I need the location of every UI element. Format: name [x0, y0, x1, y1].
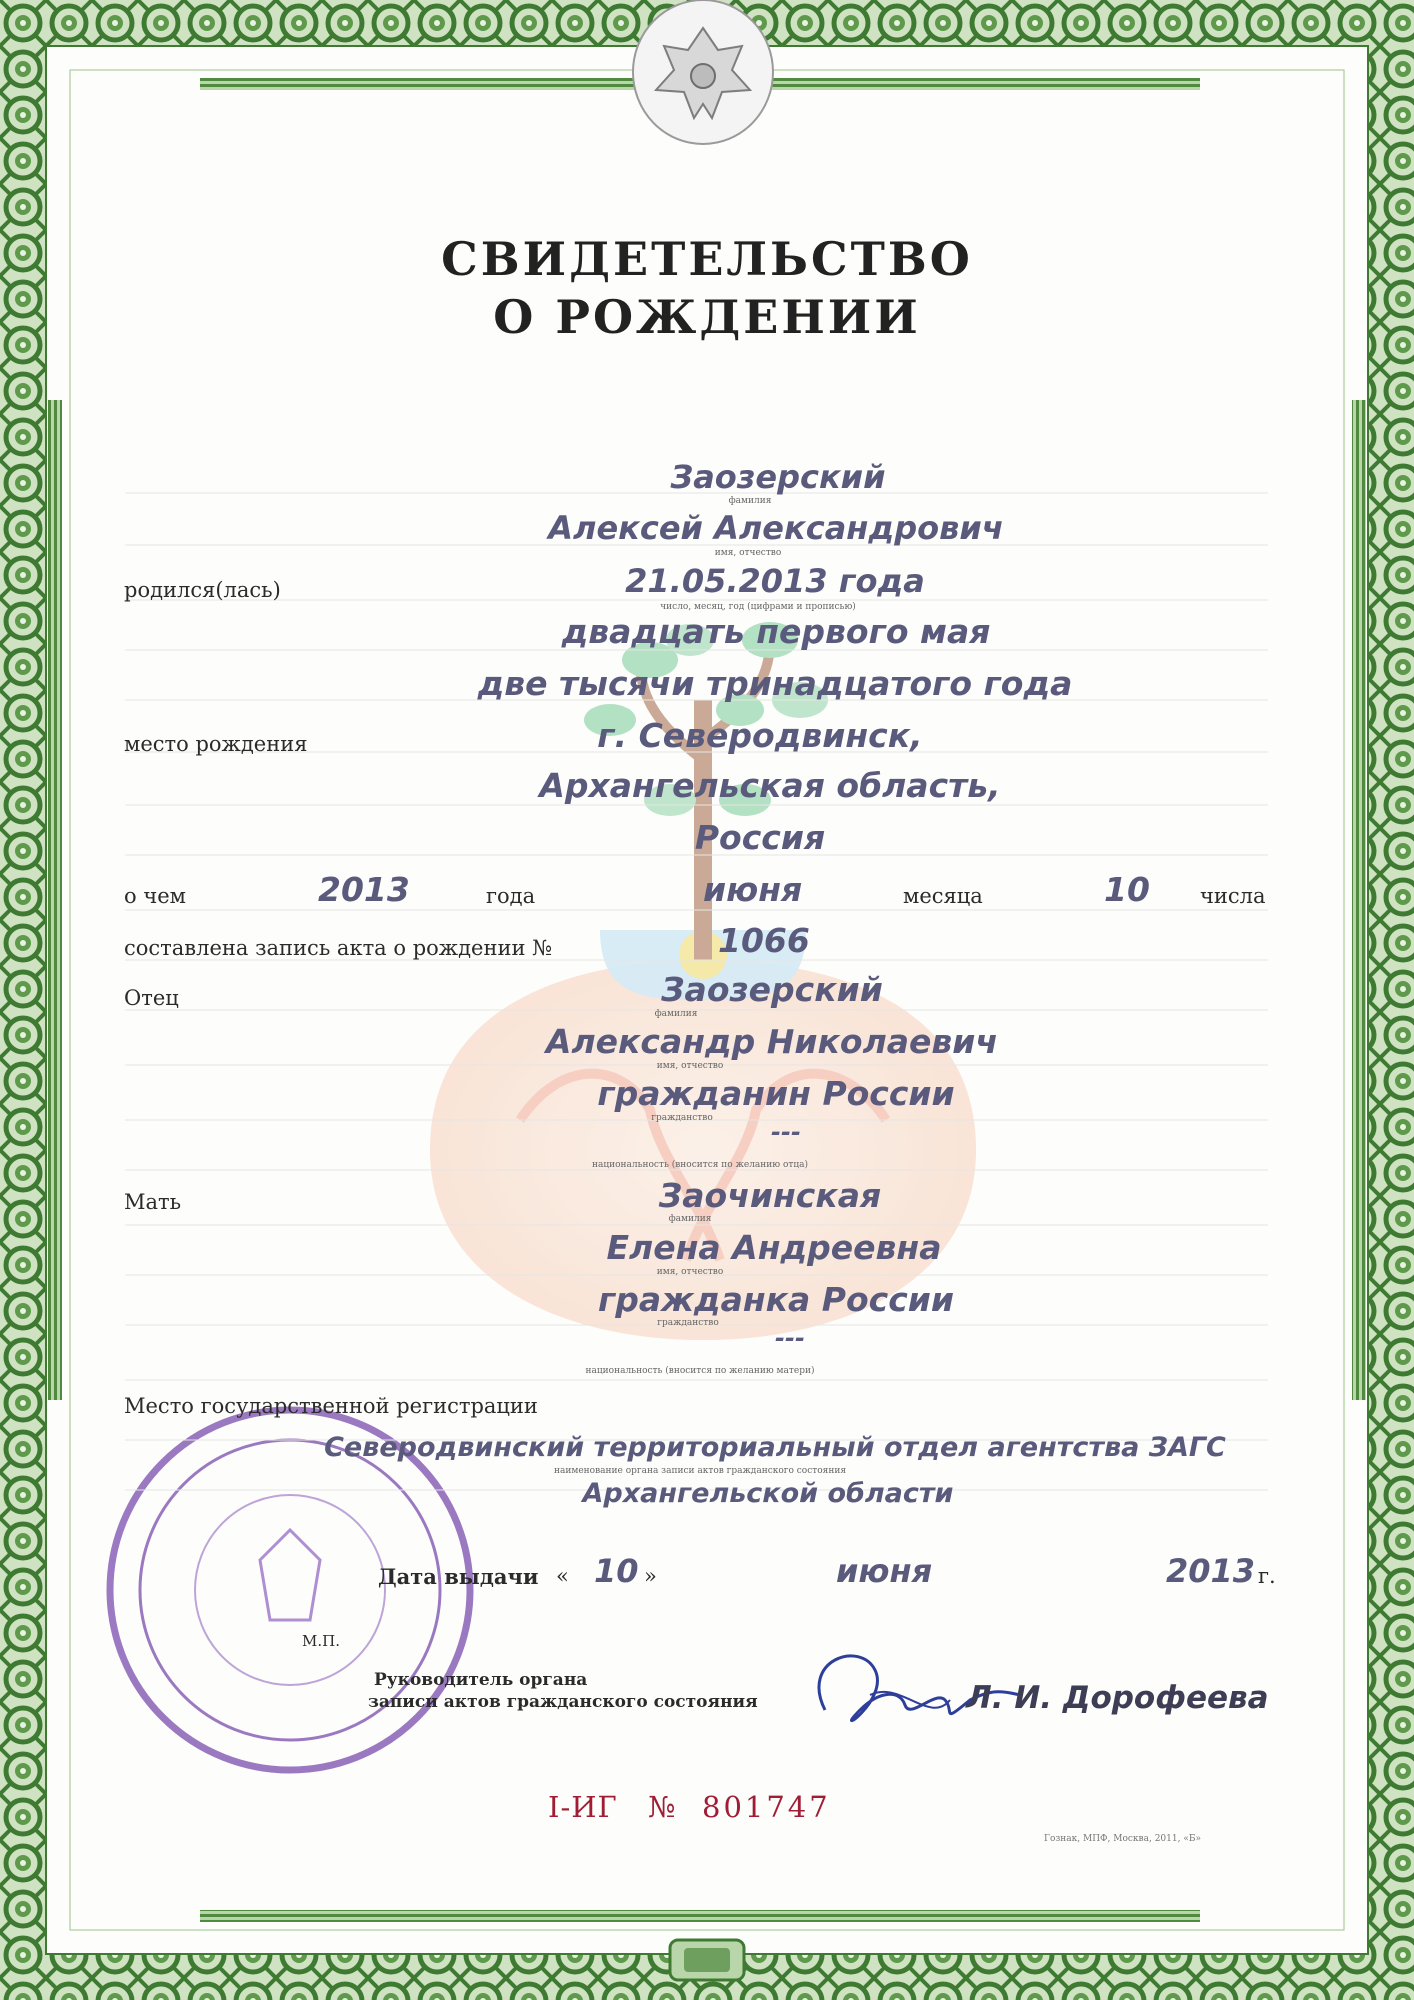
record-year: 2013: [318, 870, 410, 909]
child-name-caption: имя, отчество: [714, 548, 782, 558]
birth-date-caption: число, месяц, год (цифрами и прописью): [660, 602, 856, 612]
bottom-emblem-icon: [670, 1940, 744, 1980]
birthplace-label: место рождения: [124, 732, 308, 756]
birth-date-words-1: двадцать первого мая: [561, 612, 991, 651]
father-citizenship: гражданин России: [597, 1074, 955, 1113]
mother-label: Мать: [124, 1190, 182, 1214]
document-title-line2: О РОЖДЕНИИ: [493, 290, 921, 344]
stamp-mark: М.П.: [302, 1632, 340, 1650]
record-number: 1066: [718, 921, 810, 960]
mother-nationality-caption: национальность (вносится по желанию матери): [585, 1366, 815, 1376]
issue-date-label: Дата выдачи: [378, 1564, 539, 1589]
about-label: о чем: [124, 884, 186, 908]
father-name-caption: имя, отчество: [656, 1061, 724, 1071]
father-nationality: ---: [771, 1118, 801, 1146]
record-label: составлена запись акта о рождении №: [124, 936, 552, 960]
birthplace-city: г. Северодвинск,: [597, 716, 923, 755]
father-nationality-caption: национальность (вносится по желанию отца): [591, 1160, 809, 1170]
birth-date: 21.05.2013 года: [625, 562, 925, 600]
issue-year-suffix: г.: [1258, 1564, 1276, 1588]
issue-year: 2013: [1166, 1552, 1256, 1590]
father-surname-caption: фамилия: [654, 1009, 698, 1019]
issue-month: июня: [836, 1552, 933, 1590]
child-surname-caption: фамилия: [728, 496, 772, 506]
birthplace-country: Россия: [694, 818, 826, 857]
father-citizenship-caption: гражданство: [651, 1113, 713, 1123]
record-month: июня: [703, 870, 803, 909]
registration-label: Место государственной регистрации: [124, 1394, 538, 1418]
mother-name: Елена Андреевна: [606, 1228, 942, 1267]
mother-name-caption: имя, отчество: [656, 1267, 724, 1277]
mother-nationality: ---: [775, 1324, 805, 1352]
registration-office-2: Архангельской области: [582, 1478, 954, 1509]
mother-citizenship: гражданка России: [597, 1280, 955, 1319]
registration-office-1: Северодвинский территориальный отдел агентства ЗАГС: [324, 1432, 1226, 1463]
year-label: года: [486, 884, 536, 908]
head-label-2: записи актов гражданского состояния: [368, 1692, 758, 1712]
father-name: Александр Николаевич: [545, 1022, 999, 1061]
document-title-line1: СВИДЕТЕЛЬСТВО: [441, 232, 973, 286]
series-number-sign: №: [648, 1790, 676, 1824]
issue-day: 10: [594, 1552, 639, 1590]
series-code: I-ИГ: [548, 1790, 618, 1824]
birthplace-region: Архангельская область,: [539, 766, 1001, 805]
issue-day-open-quote: «: [556, 1564, 569, 1588]
father-label: Отец: [124, 986, 179, 1010]
born-label: родился(лась): [124, 578, 281, 602]
day-label: числа: [1200, 884, 1266, 908]
month-label: месяца: [903, 884, 983, 908]
birth-date-words-2: две тысячи тринадцатого года: [477, 664, 1073, 703]
coat-of-arms-icon: [633, 0, 773, 144]
child-surname: Заозерский: [670, 458, 886, 496]
child-name: Алексей Александрович: [548, 509, 1004, 547]
official-stamp: [110, 1410, 470, 1770]
issue-day-close-quote: »: [644, 1564, 657, 1588]
mother-surname-caption: фамилия: [668, 1214, 712, 1224]
father-surname: Заозерский: [661, 970, 883, 1009]
series-number: 801747: [702, 1790, 831, 1824]
mother-surname: Заочинская: [658, 1176, 882, 1215]
mother-citizenship-caption: гражданство: [657, 1318, 719, 1328]
printer-note: Гознак, МПФ, Москва, 2011, «Б»: [1044, 1834, 1201, 1844]
record-day: 10: [1104, 870, 1150, 909]
head-label-1: Руководитель органа: [374, 1670, 588, 1690]
signatory-name: Л. И. Дорофеева: [966, 1680, 1269, 1716]
registration-office-caption: наименование органа записи актов гражданского состояния: [553, 1466, 847, 1476]
